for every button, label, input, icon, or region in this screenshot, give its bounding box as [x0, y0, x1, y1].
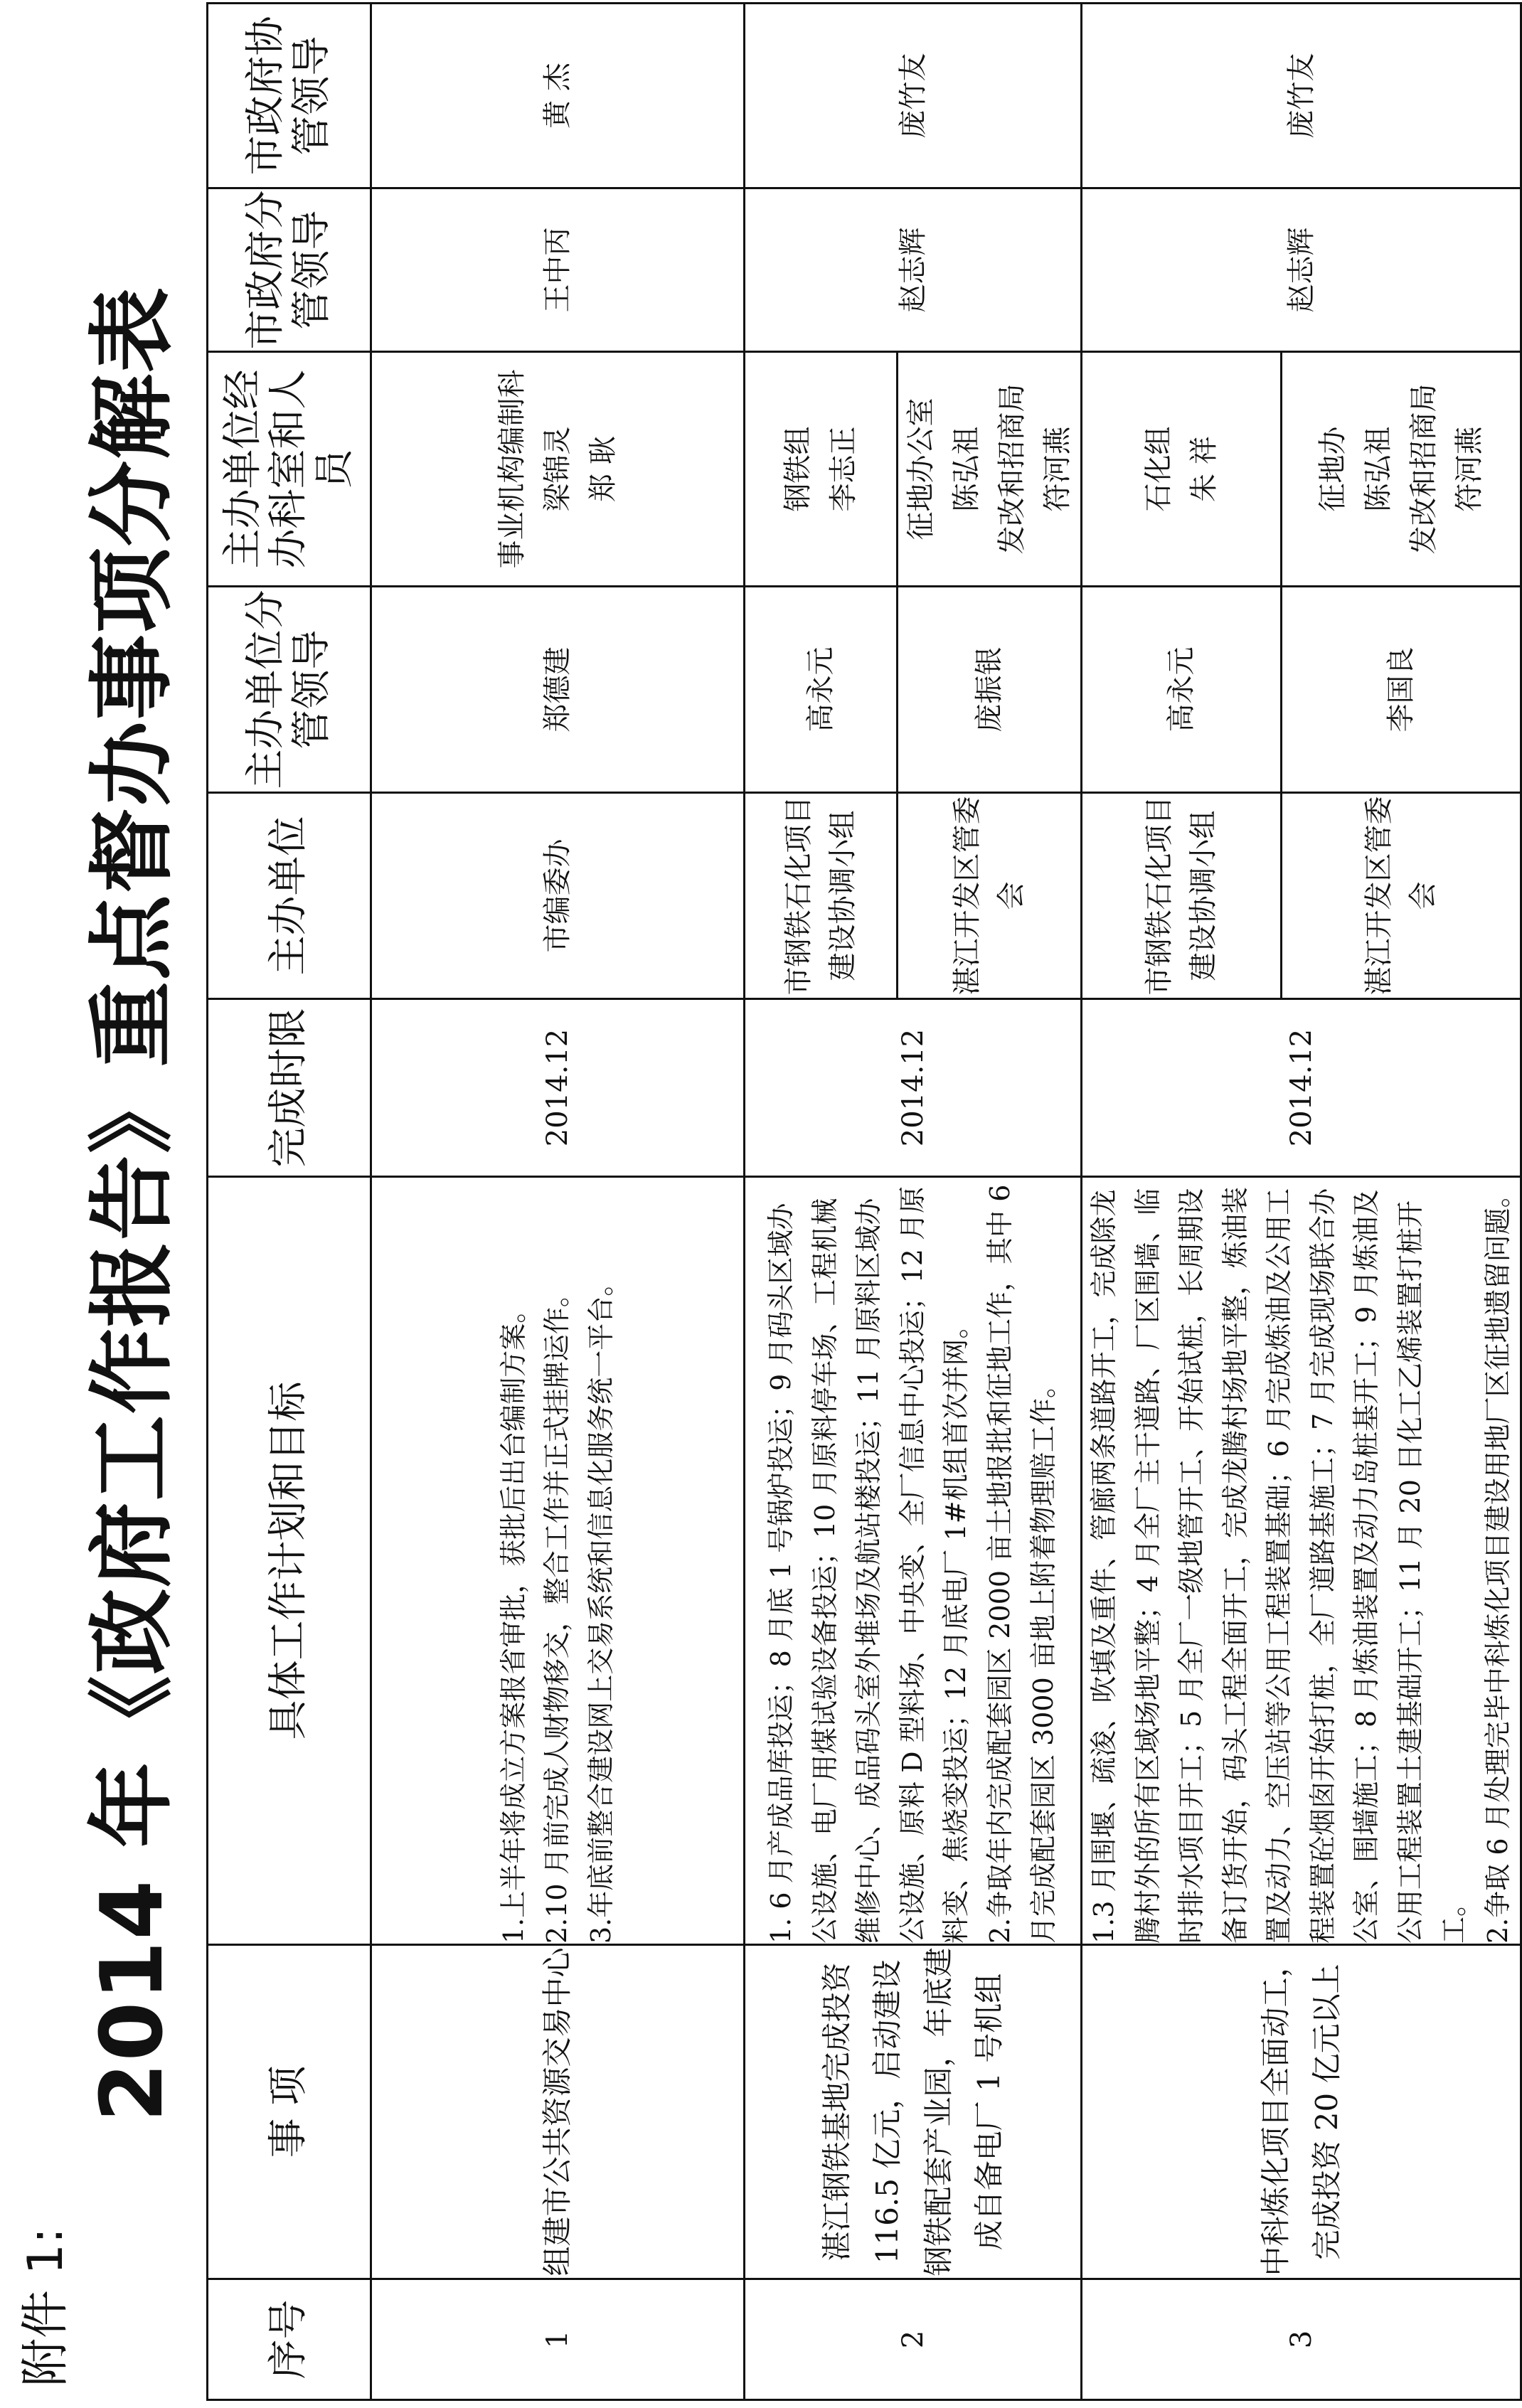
row-deadline: 2014.12 [371, 999, 745, 1177]
header-plan: 具体工作计划和目标 [208, 1177, 371, 1945]
row-gov-assist: 庞竹友 [745, 4, 1082, 188]
row-unit: 市钢铁石化项目建设协调小组 [1082, 793, 1282, 999]
header-gov-assist: 市政府协管领导 [208, 4, 371, 188]
row-gov-leader: 赵志辉 [745, 188, 1082, 352]
staff-line: 李志正 [827, 426, 860, 512]
header-no: 序号 [208, 2279, 371, 2400]
row-unit-leader: 高永元 [1082, 587, 1282, 793]
staff-line: 钢铁组 [782, 426, 814, 512]
plan-line: 3.年底前整合建设网上交易系统和信息化服务统一平台。 [585, 1269, 617, 1944]
plan-line: 2.10 月前完成人财物移交，整合工作并正式挂牌运作。 [541, 1280, 573, 1944]
table-row [371, 4, 745, 2400]
row-plan [1082, 1177, 1521, 1945]
staff-line: 征地办 [1316, 426, 1349, 512]
task-table [206, 2, 1522, 2401]
header-unit: 主办单位 [208, 793, 371, 999]
table-row [745, 4, 898, 2400]
staff-line: 陈弘祖 [950, 426, 983, 512]
plan-line: 1.3 月围堰、疏浚、吹填及重件、管廊两条道路开工，完成除龙腾村外的所有区域场地平整；4 月全厂主干道路、厂区围墙、临时排水项目开工；5 月全厂一级地管开工、开始试桩，长周期设备订货开始，码头工程全面开工，完成龙腾村场地平整，炼油装置及动力、空压站等公用工程装置基础；6 月完成炼油及公用工程装置砼烟囱开始打桩，全厂道路基施工；7 月完成现场联合办公室、围墙施工；8 月炼油装置及动力岛桩基开工；9 月炼油及公用工程装置土建基础开工；11 月 20 日化工乙烯装置打桩开工。 [1088, 1186, 1470, 1944]
header-staff: 主办单位经办科室和人员 [208, 352, 371, 587]
plan-line: 2.争取 6 月处理完毕中科炼化项目建设用地厂区征地遗留问题。 [1481, 1181, 1513, 1944]
row-no: 2 [745, 2279, 1082, 2400]
row-deadline: 2014.12 [1082, 999, 1521, 1177]
row-item: 组建市公共资源交易中心 [371, 1945, 745, 2279]
row-staff [371, 352, 745, 587]
row-unit-leader: 庞振银 [898, 587, 1082, 793]
header-unit-leader: 主办单位分管领导 [208, 587, 371, 793]
row-staff [745, 352, 898, 587]
plan-line: 1.上半年将成立方案报省审批，获批后出台编制方案。 [497, 1296, 529, 1944]
row-unit: 湛江开发区管委会 [898, 793, 1082, 999]
row-gov-assist: 庞竹友 [1082, 4, 1521, 188]
staff-line: 郑 耿 [587, 436, 619, 502]
row-staff [1281, 352, 1521, 587]
row-no: 1 [371, 2279, 745, 2400]
row-unit: 市编委办 [371, 793, 745, 999]
table-header-row [208, 4, 371, 2400]
header-item: 事 项 [208, 1945, 371, 2279]
row-no: 3 [1082, 2279, 1521, 2400]
staff-line: 符河燕 [1452, 426, 1486, 512]
row-staff [1082, 352, 1282, 587]
row-staff [898, 352, 1082, 587]
staff-line: 朱 祥 [1187, 436, 1220, 502]
staff-line: 符河燕 [1041, 426, 1074, 512]
row-item: 湛江钢铁基地完成投资 116.5 亿元，启动建设钢铁配套产业园，年底建成自备电厂 1 号机组 [745, 1945, 1082, 2279]
row-plan [371, 1177, 745, 1945]
staff-line: 发改和招商局 [1407, 383, 1440, 555]
row-item: 中科炼化项目全面动工，完成投资 20 亿元以上 [1082, 1945, 1521, 2279]
staff-line: 征地办公室 [905, 398, 937, 540]
row-plan [745, 1177, 1082, 1945]
header-gov-leader: 市政府分管领导 [208, 188, 371, 352]
row-unit: 湛江开发区管委会 [1281, 793, 1521, 999]
row-unit-leader: 李国良 [1281, 587, 1521, 793]
staff-line: 陈弘祖 [1361, 426, 1395, 512]
row-gov-leader: 王中丙 [371, 188, 745, 352]
attachment-label: 附件 1: [18, 2227, 74, 2387]
row-deadline: 2014.12 [745, 999, 1082, 1177]
row-unit: 市钢铁石化项目建设协调小组 [745, 793, 898, 999]
page-title: 2014 年《政府工作报告》重点督办事项分解表 [83, 286, 182, 2122]
staff-line: 梁锦灵 [541, 426, 574, 512]
staff-line: 发改和招商局 [996, 383, 1028, 555]
row-unit-leader: 高永元 [745, 587, 898, 793]
plan-line: 1. 6 月产成品库投运；8 月底 1 号锅炉投运；9 月码头区域办公设施、电厂用煤试验设备投运；10 月原料停车场、工程机械维修中心、成品码头室外堆场及航站楼投运；11 月原料区域办公设施、原料 D 型料场、中央变、全厂信息中心投运；12 月原料变、焦烧变投运；12 月底电厂 1#机组首次并网。 [765, 1186, 972, 1944]
row-gov-assist: 黄 杰 [371, 4, 745, 188]
row-gov-leader: 赵志辉 [1082, 188, 1521, 352]
row-unit-leader: 郑德建 [371, 587, 745, 793]
table-row [1082, 4, 1282, 2400]
header-deadline: 完成时限 [208, 999, 371, 1177]
plan-line: 2.争取年内完成配套园区 2000 亩土地报批和征地工作，其中 6 月完成配套园区 3000 亩地上附着物理赔工作。 [984, 1184, 1060, 1944]
staff-line: 事业机构编制科 [496, 369, 528, 569]
staff-line: 石化组 [1142, 426, 1175, 512]
